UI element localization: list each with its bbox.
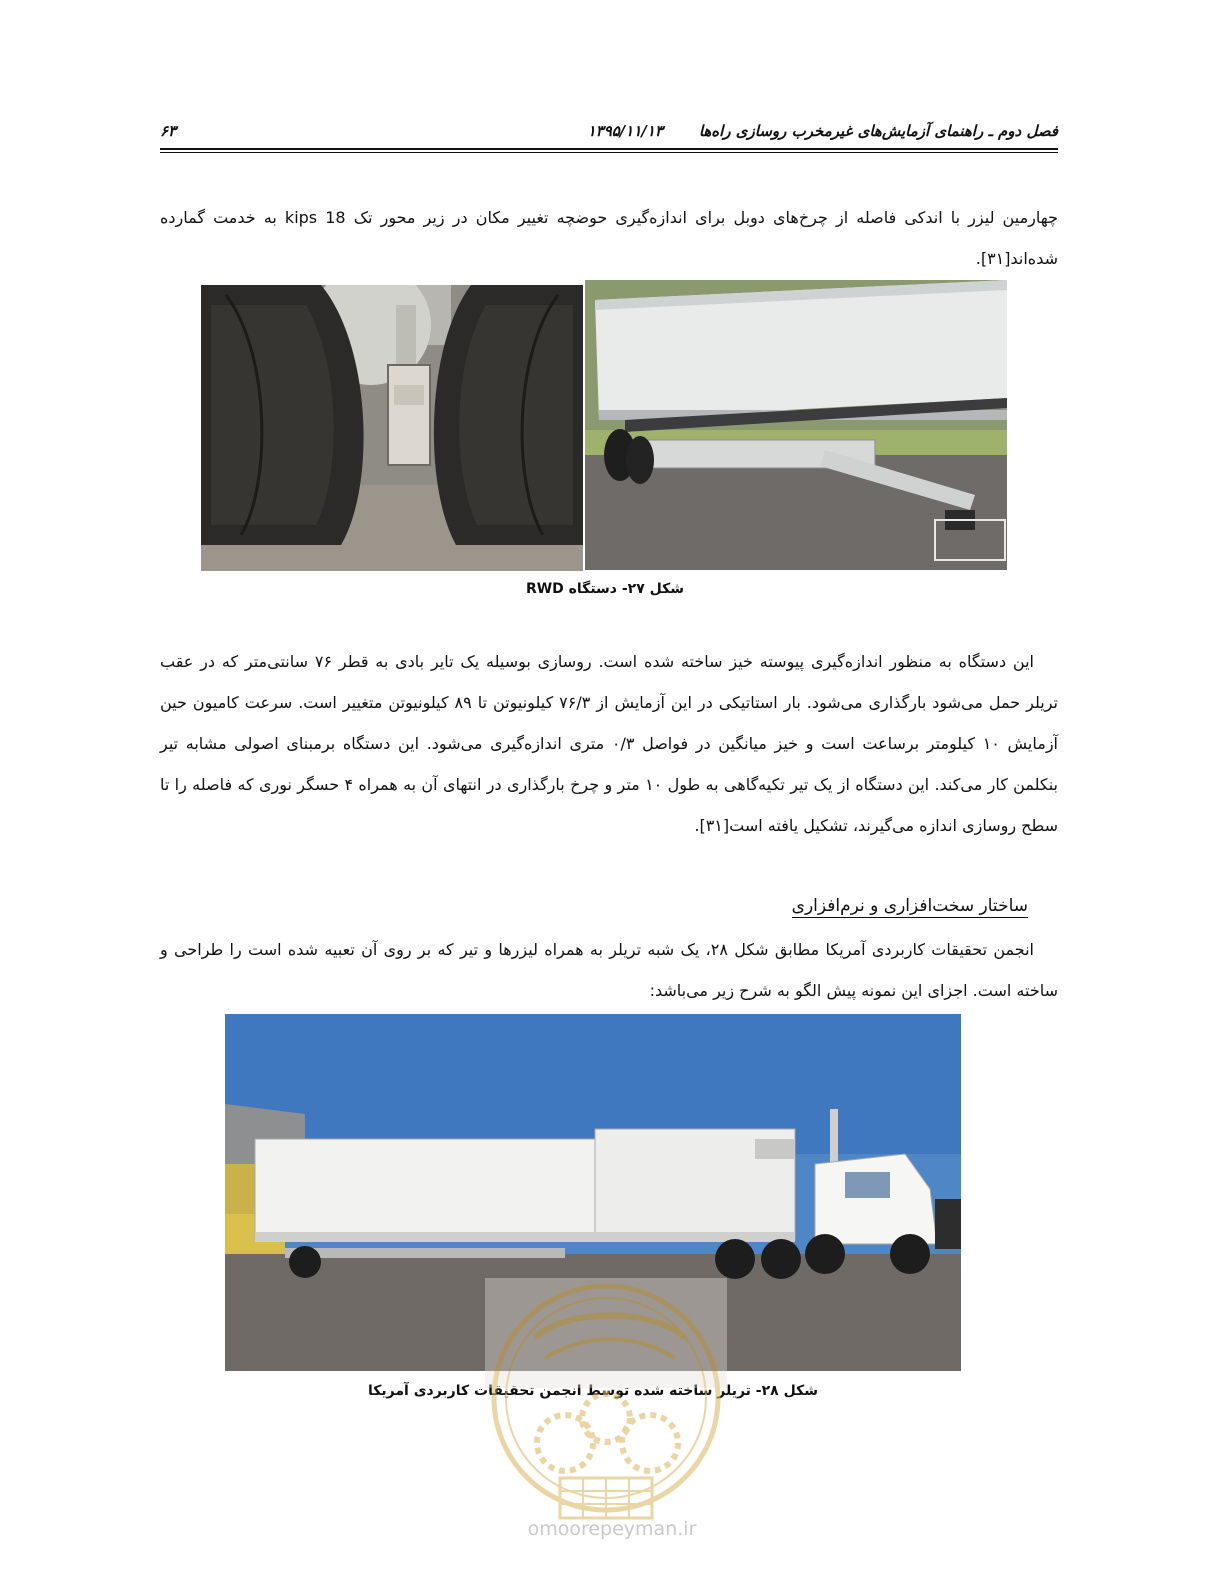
watermark-url: omoorepeyman.ir — [527, 1518, 697, 1540]
header-rule-thin — [160, 152, 1058, 153]
paragraph-rwd-description: این دستگاه به منظور اندازه‌گیری پیوسته خیز ساخته شده است. روسازی بوسیله یک تایر بادی به قطر ۷۶ سانتی‌متر که در عقب تریلر حمل می‌شود بارگذاری می‌شود. بار استاتیکی در این آزمایش از ۷۶/۳ کیلونیوتن تا ۸۹ کیلونیوتن متغییر است. سرعت کامیون حین آزمایش ۱۰ کیلومتر برساعت است و خیز میانگین در فواصل ۰/۳ متری اندازه‌گیری می‌شود. این دستگاه برمبنای اصولی مشابه تیر بنکلمن کار می‌کند. این دستگاه از یک تیر تکیه‌گاهی به طول ۱۰ متر و چرخ بارگذاری در انتهای آن به همراه ۴ حسگر نوری که فاصله را تا سطح روسازی اندازه می‌گیرند، تشکیل یافته است[۳۱]. — [160, 652, 1059, 835]
trailer-underside-photo — [585, 280, 1007, 570]
trailer-photo — [225, 1014, 961, 1371]
chapter-title: فصل دوم ـ راهنمای آزمایش‌های غیرمخرب روسازی راه‌ها — [698, 122, 1058, 140]
paragraph-prototype: انجمن تحقیقات کاربردی آمریکا مطابق شکل ۲۸، یک شبه تریلر به همراه لیزرها و تیر که بر روی آن تعبیه شده است را طراحی و ساخته است. اجزای این نمونه پیش الگو به شرح زیر می‌باشد: — [160, 940, 1058, 1000]
figure-28-caption: شکل ۲۸- تریلر ساخته شده توسط انجمن تحقیقات کاربردی آمریکا — [368, 1383, 818, 1399]
header-bar — [160, 122, 1058, 146]
dual-tire-laser-photo — [201, 285, 583, 571]
page-number: ۶۳ — [160, 122, 177, 140]
paragraph-lasers: چهارمین لیزر با اندکی فاصله از چرخ‌های دوبل برای اندازه‌گیری حوضچه تغییر مکان در زیر محور تک 18 kips به خدمت گمارده شده‌اند[۳۱]. — [160, 208, 1059, 268]
header-rule — [160, 148, 1058, 150]
section-heading: ساختار سخت‌افزاری و نرم‌افزاری — [791, 896, 1028, 916]
header-date: ۱۳۹۵/۱۱/۱۳ — [587, 122, 663, 140]
figure-27-caption: شکل ۲۷- دستگاه RWD — [525, 581, 685, 597]
